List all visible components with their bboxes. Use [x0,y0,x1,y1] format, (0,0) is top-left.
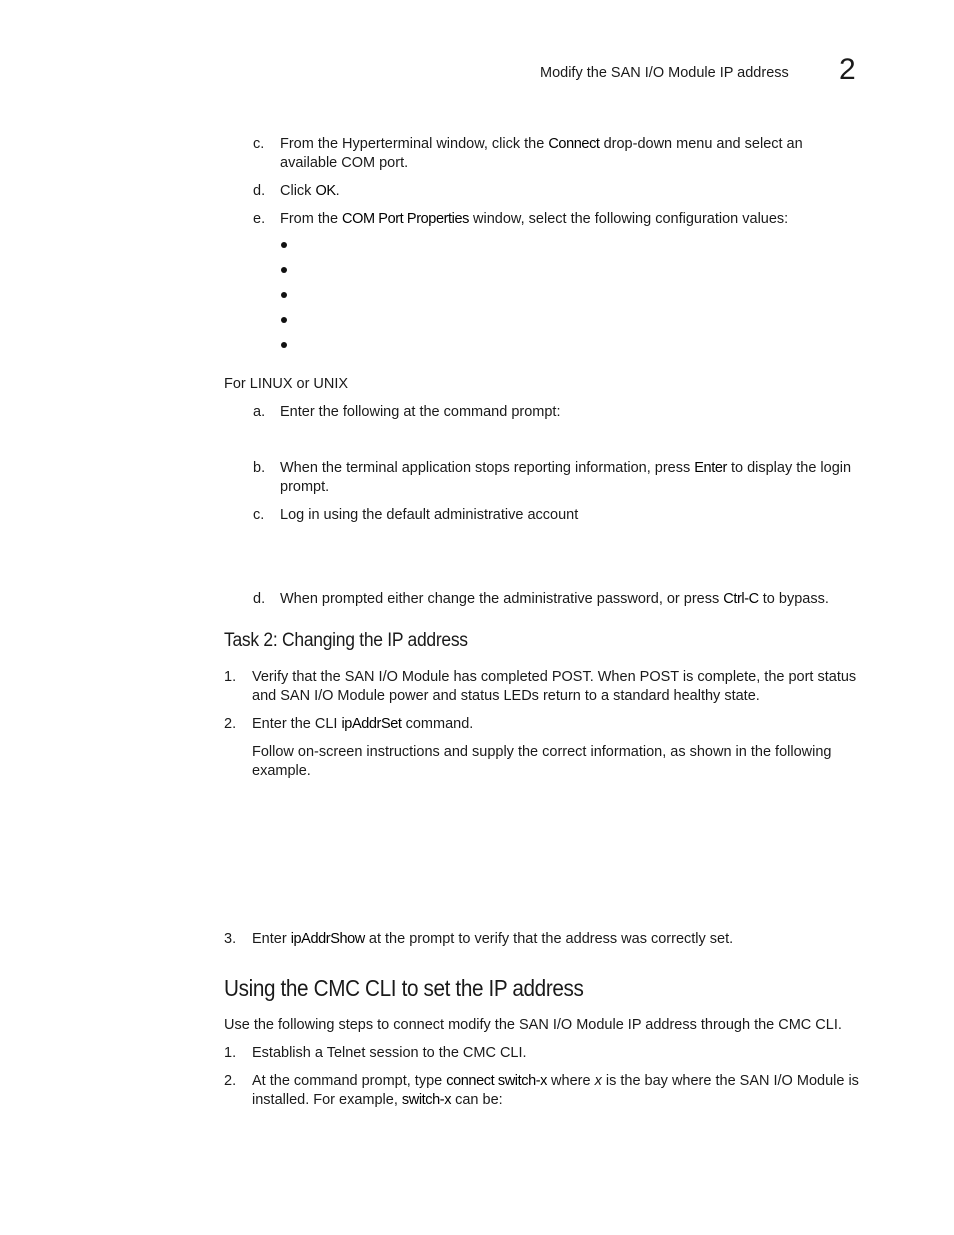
task2-step1-marker: 1. [224,669,237,685]
connect-switch-command: connect switch-x [446,1073,548,1089]
linux-heading: For LINUX or UNIX [224,376,349,392]
ipaddrshow-command: ipAddrShow [290,931,365,947]
task2-step2-para-line2: example. [252,763,311,779]
connect-menu-name: Connect [548,136,600,152]
ctrl-c-key-name: Ctrl-C [723,591,759,607]
task2-step3-marker: 3. [224,931,237,947]
step-e-marker: e. [253,211,266,227]
linux-step-b-marker: b. [253,460,266,476]
switch-x-term: switch-x [401,1092,452,1108]
task2-step2-text: Enter the CLI ipAddrSet command. [252,716,474,732]
cmc-step2-text-line2: installed. For example, switch-x can be: [252,1092,503,1108]
task2-step2-para: Follow on-screen instructions and supply the correct information, as shown in the following [252,744,832,760]
bullet-point [281,242,287,248]
enter-key-name: Enter [694,460,727,476]
task2-step2-marker: 2. [224,716,237,732]
bay-variable: x [594,1073,602,1089]
task2-step1-text-line2: and SAN I/O Module power and status LEDs return to a standard healthy state. [252,688,760,704]
step-c-marker: c. [253,136,265,152]
linux-step-d-text: When prompted either change the administrative password, or press Ctrl-C to bypass. [280,591,829,607]
cmc-step1-text: Establish a Telnet session to the CMC CLI. [252,1045,527,1061]
running-header: Modify the SAN I/O Module IP address [540,65,789,81]
linux-step-b-line2: prompt. [280,479,330,495]
linux-step-a-marker: a. [253,404,266,420]
bullet-point [281,292,287,298]
chapter-number: 2 [839,53,856,86]
task2-step3-text: Enter ipAddrShow at the prompt to verify that the address was correctly set. [252,931,734,947]
cmc-intro: Use the following steps to connect modify the SAN I/O Module IP address through the CMC CLI. [224,1017,842,1033]
step-c-text-line2: available COM port. [280,155,409,171]
linux-step-c-text: Log in using the default administrative account [280,507,579,523]
linux-step-a-text: Enter the following at the command prompt: [280,404,561,420]
linux-step-c-marker: c. [253,507,265,523]
cmc-section-heading: Using the CMC CLI to set the IP address [224,975,584,1001]
linux-step-b-text: When the terminal application stops reporting information, press Enter to display the login [280,460,852,476]
ok-button-name: OK [315,183,336,199]
cmc-step2-marker: 2. [224,1073,237,1089]
bullet-point [281,267,287,273]
linux-step-d-marker: d. [253,591,266,607]
cmc-step2-text: At the command prompt, type connect switch-x where x is the bay where the SAN I/O Module is [252,1073,859,1089]
ipaddrset-command: ipAddrSet [341,716,402,732]
task2-step1-text: Verify that the SAN I/O Module has completed POST. When POST is complete, the port status [252,669,857,685]
step-d-marker: d. [253,183,266,199]
cmc-step1-marker: 1. [224,1045,237,1061]
step-c-text: From the Hyperterminal window, click the Connect drop-down menu and select an [280,136,803,152]
task2-heading: Task 2: Changing the IP address [224,630,468,651]
com-port-properties-name: COM Port Properties [342,211,470,227]
bullet-point [281,342,287,348]
step-d-text: Click OK. [280,183,340,199]
step-e-text: From the COM Port Properties window, select the following configuration values: [280,211,789,227]
bullet-point [281,317,287,323]
